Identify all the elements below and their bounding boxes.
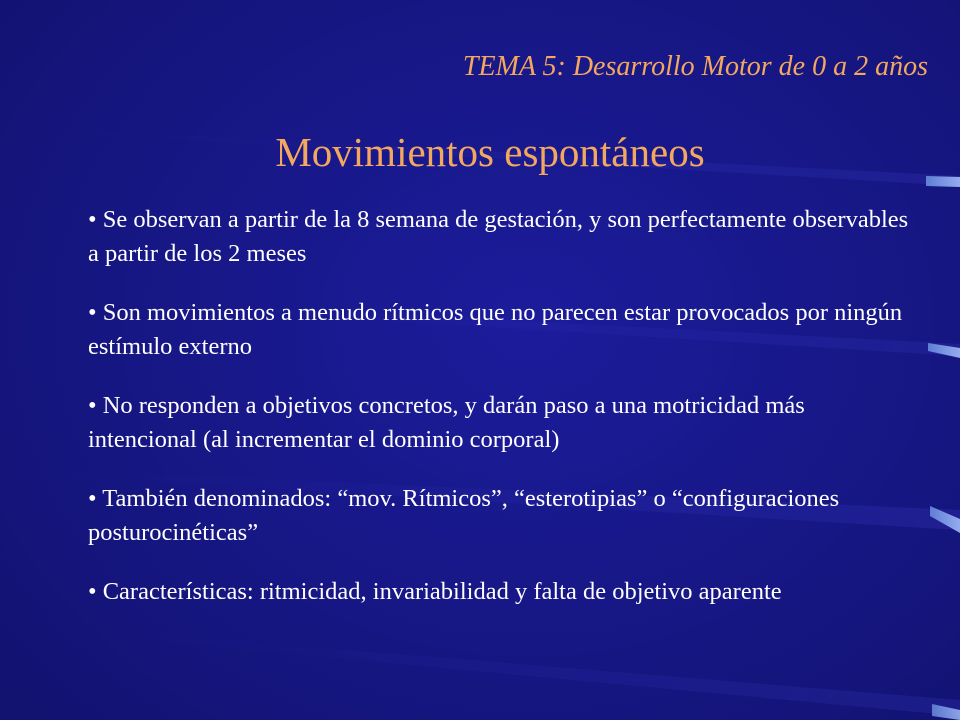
bullet-item: • No responden a objetivos concretos, y darán paso a una motricidad más intencional (al incrementar el dominio corporal) xyxy=(88,392,805,453)
edge-tick-1 xyxy=(926,176,960,187)
bullet-item: • Son movimientos a menudo rítmicos que no parecen estar provocados por ningún estímulo externo xyxy=(88,299,903,360)
slide-title: Movimientos espontáneos xyxy=(275,129,705,175)
streak-4 xyxy=(100,630,960,716)
bullet-item: • Características: ritmicidad, invariabilidad y falta de objetivo aparente xyxy=(88,578,782,605)
bullet-list xyxy=(88,203,918,634)
slide-subtitle: TEMA 5: Desarrollo Motor de 0 a 2 años xyxy=(462,51,928,82)
bullet-item: • Se observan a partir de la 8 semana de gestación, y son perfectamente observables a partir de los 2 meses xyxy=(88,206,909,267)
bullet-item: • También denominados: “mov. Rítmicos”, “esterotipias” o “configuraciones posturocinéticas” xyxy=(88,485,840,546)
